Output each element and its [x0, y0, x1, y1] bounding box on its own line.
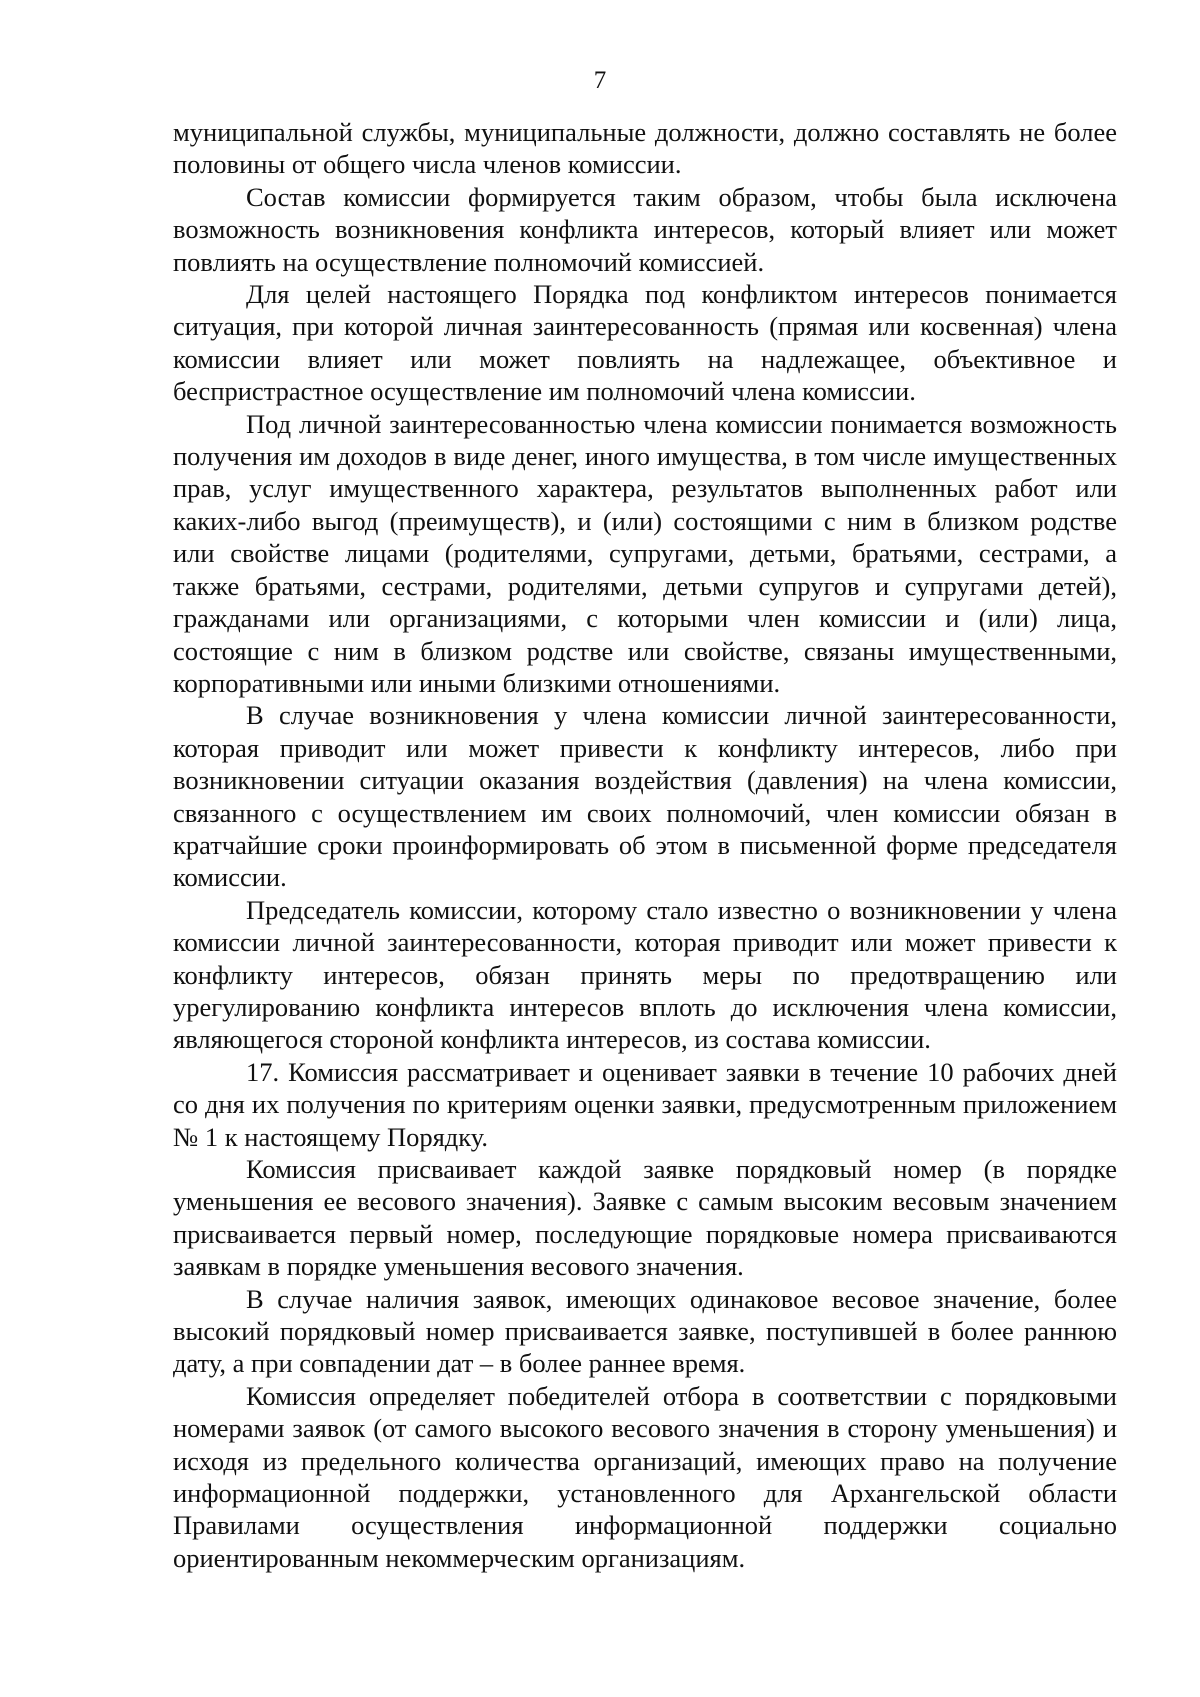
paragraph-7: 17. Комиссия рассматривает и оценивает заявки в течение 10 рабочих дней со дня их получения по критериям оценки заявки, предусмотренным приложением № 1 к настоящему Порядку. [173, 1056, 1117, 1152]
page-number: 7 [593, 67, 607, 94]
paragraph-5: В случае возникновения у члена комиссии личной заинтересованности, которая приводит или может привести к конфликту интересов, либо при возникновении ситуации оказания воздействия (давления) на члена комиссии, связанного с осуществлением им своих полномочий, член комиссии обязан в кратчайшие сроки проинформировать об этом в письменной форме председателя комиссии. [173, 700, 1117, 893]
paragraph-2: Состав комиссии формируется таким образом, чтобы была исключена возможность возникновения конфликта интересов, который влияет или может повлиять на осуществление полномочий комиссией. [173, 181, 1117, 277]
paragraph-1: муниципальной службы, муниципальные должности, должно составлять не более половины от общего числа членов комиссии. [173, 117, 1117, 180]
document-body [173, 116, 1117, 1574]
paragraph-10: Комиссия определяет победителей отбора в соответствии с порядковыми номерами заявок (от самого высокого весового значения в сторону уменьшения) и исходя из предельного количества организаций, имеющих право на получение информационной поддержки, установленного для Архангельской области Правилами осуществления информационной поддержки социально ориентированным некоммерческим организациям. [173, 1380, 1117, 1573]
paragraph-8: Комиссия присваивает каждой заявке порядковый номер (в порядке уменьшения ее весового значения). Заявке с самым высоким весовым значением присваивается первый номер, последующие порядковые номера присваиваются заявкам в порядке уменьшения весового значения. [173, 1154, 1117, 1282]
paragraph-4: Под личной заинтересованностью члена комиссии понимается возможность получения им доходов в виде денег, иного имущества, в том числе имущественных прав, услуг имущественного характера, результатов выполненных работ или каких-либо выгод (преимуществ), и (или) состоящими с ним в близком родстве или свойстве лицами (родителями, супругами, детьми, братьями, сестрами, а также братьями, сестрами, родителями, детьми супругов и супругами детей), гражданами или организациями, с которыми член комиссии и (или) лица, состоящие с ним в близком родстве или свойстве, связаны имущественными, корпоративными или иными близкими отношениями. [173, 408, 1117, 698]
paragraph-6: Председатель комиссии, которому стало известно о возникновении у члена комиссии личной заинтересованности, которая приводит или может привести к конфликту интересов, обязан принять меры по предотвращению или урегулированию конфликта интересов вплоть до исключения члена комиссии, являющегося стороной конфликта интересов, из состава комиссии. [173, 894, 1117, 1055]
paragraph-9: В случае наличия заявок, имеющих одинаковое весовое значение, более высокий порядковый номер присваивается заявке, поступившей в более раннюю дату, а при совпадении дат – в более раннее время. [173, 1283, 1117, 1379]
paragraph-3: Для целей настоящего Порядка под конфликтом интересов понимается ситуация, при которой личная заинтересованность (прямая или косвенная) члена комиссии влияет или может повлиять на надлежащее, объективное и беспристрастное осуществление им полномочий члена комиссии. [173, 279, 1117, 407]
